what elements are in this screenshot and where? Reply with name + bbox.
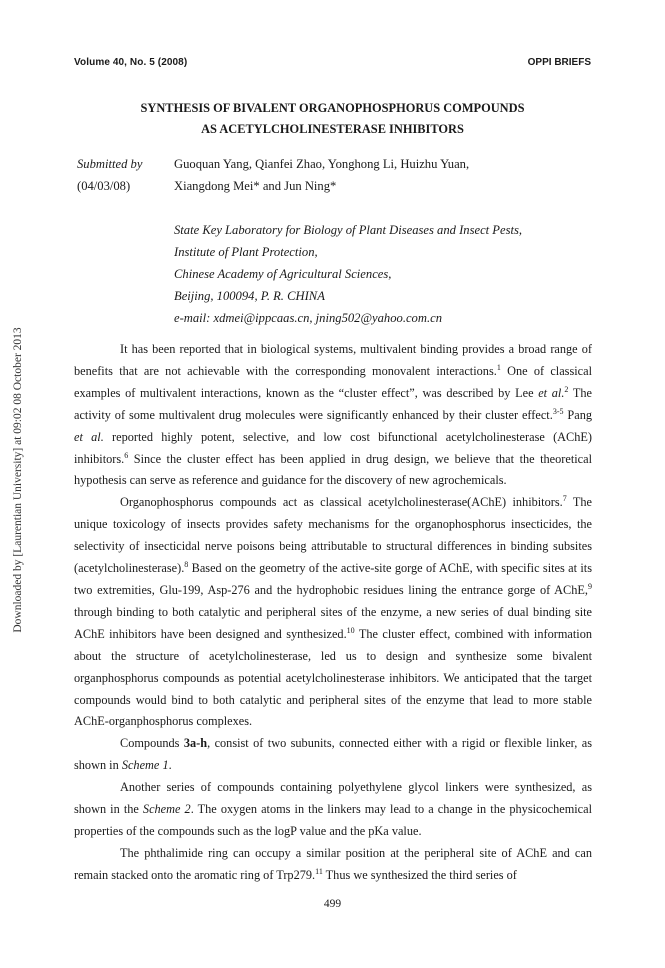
title-line-1: SYNTHESIS OF BIVALENT ORGANOPHOSPHORUS COMPOUNDS [140,101,525,115]
citation: 2 [564,384,569,394]
submission-date: (04/03/08) [77,179,131,193]
author-list [174,153,594,197]
text-run: Since the cluster effect has been applied in drug design, we believe that the theoretical hypothesis can serve as reference and guidance for the discovery of new agrochemicals. [74,451,592,488]
text-run: . [168,758,172,773]
affiliation-line-4: Beijing, 100094, P. R. CHINA [174,289,325,303]
text-run: Another series of compounds containing polyethylene glycol linkers were synthesized, as shown in the [74,780,592,817]
citation: 1 [496,362,501,372]
text-run: , consist of two subunits, connected either with a rigid or flexible linker, as shown in [74,736,592,773]
text-run: Thus we synthesized the third series of [322,867,517,882]
text-run: . The oxygen atoms in the linkers may lead to a change in the physicochemical properties of the compounds such as the logP value and the pKa value. [74,802,593,838]
text-run: It has been reported that in biological systems, multivalent binding provides a broad range of benefits that are not achievable with the corresponding monovalent interactions. [74,342,592,378]
text-run: Compounds [120,736,184,751]
article-title [74,98,591,140]
citation: 10 [346,625,355,635]
paragraph-3 [74,733,592,777]
affiliation-line-1: State Key Laboratory for Biology of Plant Diseases and Insect Pests, [174,223,523,237]
paragraph-2 [74,492,592,733]
paragraph-4 [74,777,592,843]
text-run: Pang [563,407,593,422]
affiliation-line-3: Chinese Academy of Agricultural Sciences, [174,267,392,281]
article-body [74,339,592,887]
contact-email: e-mail: xdmei@ippcaas.cn, jning502@yahoo.com.cn [174,311,442,325]
authors-line-1: Guoquan Yang, Qianfei Zhao, Yonghong Li, Huizhu Yuan, [174,157,470,171]
scheme-ref: Scheme 2 [142,802,191,817]
text-run: The phthalimide ring can occupy a similar position at the peripheral site of AChE and can remain stacked onto the aromatic ring of Trp279. [74,845,592,882]
citation: 9 [588,581,592,591]
citation: 6 [124,450,129,460]
et-al: et al. [538,385,565,400]
submitted-by-label: Submitted by [77,157,143,171]
affiliation-block [174,219,604,329]
text-run: Based on the geometry of the active-site gorge of AChE, with specific sites at its two extremities, Glu-199, Asp-276 and the hydrophobic residues lining the entrance gorge of AChE, [74,561,592,597]
scheme-ref: Scheme 1 [121,758,169,773]
text-run: Organophosphorus compounds act as classical acetylcholinesterase(AChE) inhibitors. [120,495,563,510]
affiliation-line-2: Institute of Plant Protection, [174,245,318,259]
citation: 11 [315,866,323,876]
paragraph-5 [74,843,592,887]
compound-label: 3a-h [183,736,208,751]
paragraph-1 [74,339,592,492]
citation: 3-5 [552,406,564,416]
page-number: 499 [323,898,342,910]
authors-line-2: Xiangdong Mei* and Jun Ning* [174,179,337,193]
citation: 8 [184,559,189,569]
journal-volume: Volume 40, No. 5 (2008) [74,57,188,68]
citation: 7 [562,494,567,504]
watermark-text: Downloaded by [Laurentian University] at 09:02 08 October 2013 [12,327,24,633]
text-run: One of classical examples of multivalent interactions, known as the “cluster effect”, was described by Lee [74,363,592,400]
text-run: reported highly potent, selective, and low cost bifunctional acetylcholinesterase (AChE) inhibitors. [74,429,593,466]
download-watermark [10,130,26,830]
text-run: The activity of some multivalent drug molecules were significantly enhanced by their cluster effect. [74,385,592,422]
journal-section: OPPI BRIEFS [527,57,591,68]
title-line-2: AS ACETYLCHOLINESTERASE INHIBITORS [201,122,464,136]
et-al: et al. [74,429,104,444]
text-run: The cluster effect, combined with information about the structure of acetylcholinesterase, led us to design and synthesize some bivalent organphosphorus compounds as potential acetylcholinesterase inhibitors. We anticipated that the target compounds would bind to both catalytic and peripheral sites of the enzyme that lead to more stable AChE-organphosphorus complexes. [74,626,592,729]
text-run: through binding to both catalytic and peripheral sites of the enzyme, a new series of dual binding site AChE inhibitors have been designed and synthesized. [74,604,592,641]
text-run: The unique toxicology of insects provides safety mechanisms for the organophosphorus insecticides, the selectivity of insecticidal nerve poisons being attributable to structural differences in binding subsites (acetylcholinesterase). [74,495,592,576]
